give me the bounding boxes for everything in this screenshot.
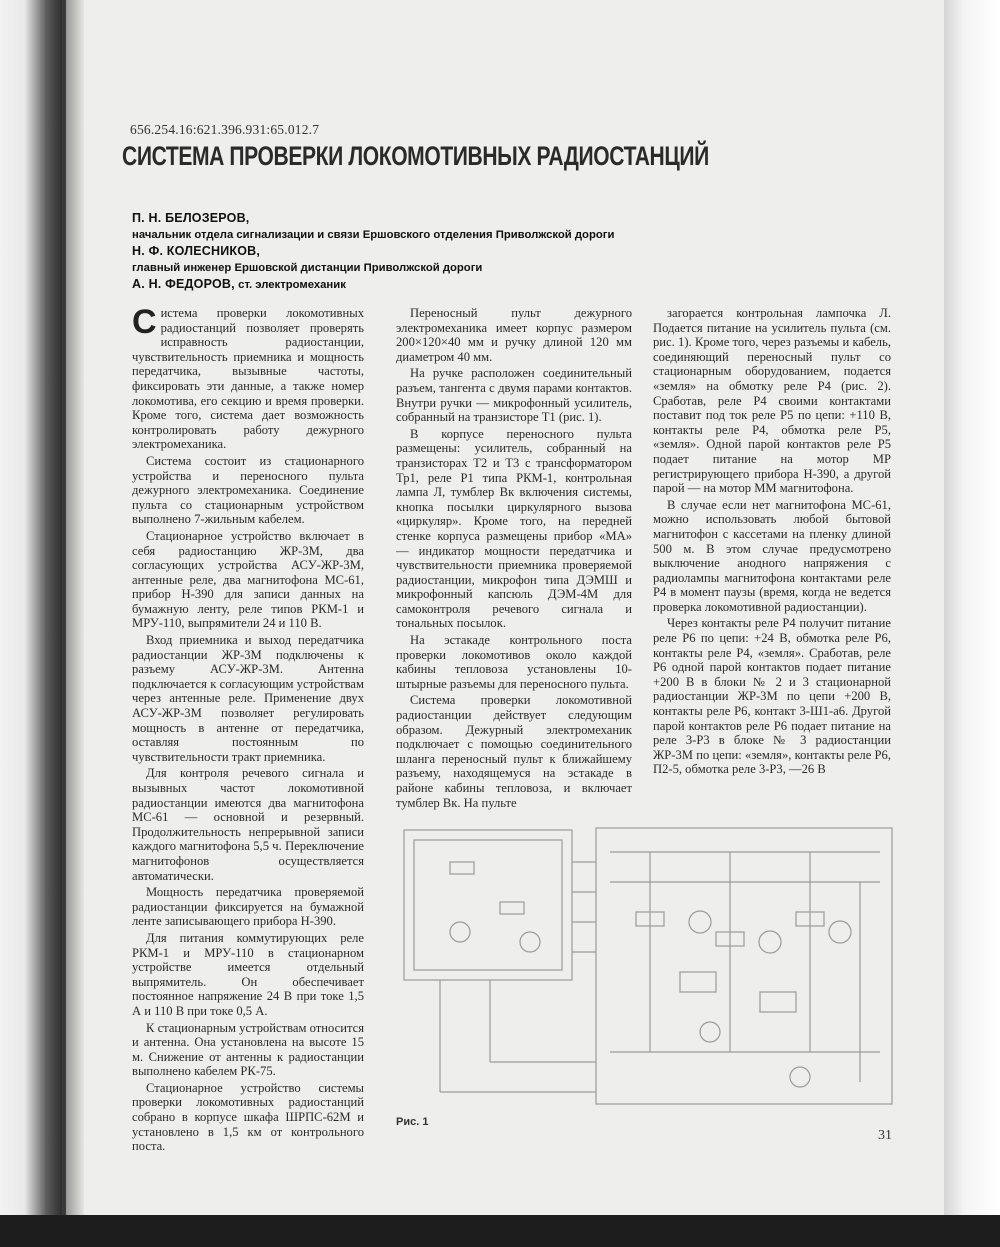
paragraph: На ручке расположен соединительный разъем, тангента с двумя парами контактов. Внутри ручки — микрофонный усилитель, собранный на транзисторе Т1 (рис. 1).: [396, 366, 632, 425]
author-name: П. Н. БЕЛОЗЕРОВ,: [132, 211, 250, 225]
paragraph: Система состоит из стационарного устройства и переносного пульта дежурного электромеханика. Соединение пульта со стационарным устройством выполнено 7-жильным кабелем.: [132, 453, 364, 527]
diagram-block: [596, 828, 892, 1104]
scan-left-edge: [0, 0, 62, 1247]
paragraph: Через контакты реле Р4 получит питание реле Р6 по цепи: +24 В, обмотка реле Р6, контакты реле Р4, «земля». Сработав, реле Р6 одной парой контактов подает питание +200 В в блоки № 2 и 3 стационарной радиостанции ЖР-3М по цепи +200 В, контакты реле Р6, контакт 3-Ш1-а6. Другой парой контактов реле Р6 подает питание на реле 3-Р3 в блоке № 3 радиостанции ЖР-3М по цепи: «земля», контакты реле Р6, П2-5, обмотка реле 3-Р3, —26 В: [653, 616, 891, 777]
authors-block: [132, 210, 614, 293]
paragraph: Стационарное устройство включает в себя радиостанцию ЖР-3М, два согласующих устройства АСУ-ЖР-3М, антенные реле, два магнитофона МС-61, прибор Н-390 для записи данных на бумажную ленту, реле типов РКМ-1 и МРУ-110, выпрямители 24 и 110 В.: [132, 528, 364, 631]
paragraph: К стационарным устройствам относится и антенна. Она установлена на высоте 15 м. Снижение от антенны к радиостанции выполнено кабелем РК-75.: [132, 1020, 364, 1079]
paragraph: Стационарное устройство системы проверки локомотивных радиостанций собрано в корпусе шкафа ШРПС-62М и установлено в 1,5 км от контрольного поста.: [132, 1080, 364, 1154]
page-number: 31: [878, 1128, 892, 1143]
scan-right-edge: [940, 0, 1000, 1247]
text-column-3: [653, 306, 891, 779]
figure-caption: Рис. 1: [396, 1116, 429, 1128]
paragraph: На эстакаде контрольного поста проверки локомотивов около каждой кабины тепловоза установлены 10-штырные разъемы для переносного пульта.: [396, 633, 632, 691]
circuit-diagram-figure: [400, 822, 900, 1112]
magazine-page: [66, 0, 944, 1215]
text-column-2: [396, 306, 632, 812]
paragraph: Вход приемника и выход передатчика радиостанции ЖР-3М подключены к разъему АСУ-ЖР-3М. Антенна подключается к согласующим устройствам через антенные реле. Применение двух АСУ-ЖР-3М позволяет регулировать мощность в антенне от передатчика, оставляя постоянным по чувствительности тракт приемника.: [132, 633, 364, 764]
author-name: А. Н. ФЕДОРОВ,: [132, 277, 235, 291]
paragraph: В случае если нет магнитофона МС-61, можно использовать любой бытовой магнитофон с кассетами на пленку длиной 500 м. В этом случае предусмотрено выключение анодного напряжения с радиолампы магнитофона контактами реле Р4 в момент паузы (время, когда не ведется проверка локомотивной радиостанции).: [653, 497, 891, 614]
paragraph: Для контроля речевого сигнала и вызывных частот локомотивной радиостанции имеются два магнитофона МС-61 — основной и резервный. Продолжительность непрерывной записи каждого магнитофона 5,5 ч. Переключение магнитофонов осуществляется автоматически.: [132, 766, 364, 883]
author-line: [132, 259, 614, 276]
paragraph: загорается контрольная лампочка Л. Подается питание на усилитель пульта (см. рис. 1). Кроме того, через разъемы и кабель, соединяющий переносный пульт со стационарным оборудованием, подается «земля» на обмотку реле Р4 (рис. 2). Сработав, реле Р4 своими контактами поставит под ток реле Р5 по цепи: +110 В, контакты реле Р4, обмотка реле Р5, «земля». Одной парой контактов реле Р5 подает питание на мотор МР регистрирующего прибора Н-390, а другой парой — на мотор ММ магнитофона.: [653, 306, 891, 496]
udc-code: 656.254.16:621.396.931:65.012.7: [130, 122, 320, 137]
text-column-1: [132, 303, 364, 1156]
author-position: ст. электромеханик: [238, 279, 346, 291]
paragraph: Для питания коммутирующих реле РКМ-1 и МРУ-110 в стационарном устройстве имеется отдельный выпрямитель. Он обеспечивает постоянное напряжение 24 В при токе 1,5 А и 110 В при токе 0,5 А.: [132, 930, 364, 1018]
diagram-block: [414, 840, 562, 970]
paragraph: В корпусе переносного пульта размещены: усилитель, собранный на транзисторах Т2 и Т3 с трансформатором Тр1, реле Р1 типа РКМ-1, контрольная лампа Л, тумблер Вк включения системы, кнопка посылки циркулярного вызова «циркуляр». Кроме того, на передней стенке корпуса размещены прибор «МА» — индикатор мощности передатчика и чувствительности приемника проверяемой радиостанции, микрофон типа ДЭМШ и микрофонный капсюль ДЭМ-4М для самоконтроля речевого сигнала и тональных посылок.: [396, 426, 632, 631]
author-line: [132, 226, 614, 243]
scan-bottom-edge: [0, 1215, 1000, 1247]
author-position: начальник отдела сигнализации и связи Ершовского отделения Приволжской дороги: [132, 229, 615, 241]
diagram-block: [404, 830, 572, 980]
paragraph: Система проверки локомотивной радиостанции действует следующим образом. Дежурный электромеханик подключает с помощью соединительного шланга переносный пульт к ближайшему разъему, находящемуся на эстакаде в районе кабины тепловоза, и включает тумблер Вк. На пульте: [396, 693, 632, 810]
paragraph: Мощность передатчика проверяемой радиостанции фиксируется на бумажной ленте записывающего прибора Н-390.: [132, 885, 364, 929]
author-line: [132, 210, 614, 226]
paragraph-text: истема проверки локомотивных радиостанций позволяет проверять исправность радиостанции, чувствительность приемника и мощность передатчика, вызывные частоты, фиксировать эти данные, а также номер локомотива, его секцию и время проверки. Кроме того, система дает возможность контролировать работу дежурного электромеханика.: [132, 306, 364, 452]
author-position: главный инженер Ершовской дистанции Приволжской дороги: [132, 262, 483, 274]
article-title: СИСТЕМА ПРОВЕРКИ ЛОКОМОТИВНЫХ РАДИОСТАНЦИЙ: [122, 141, 709, 171]
author-line: [132, 276, 614, 293]
drop-cap: С: [132, 303, 157, 341]
author-name: Н. Ф. КОЛЕСНИКОВ,: [132, 244, 261, 258]
author-line: [132, 243, 614, 259]
paragraph: Переносный пульт дежурного электромеханика имеет корпус размером 200×120×40 мм и ручку длиной 120 мм диаметром 40 мм.: [396, 306, 632, 364]
paragraph: [132, 303, 364, 452]
